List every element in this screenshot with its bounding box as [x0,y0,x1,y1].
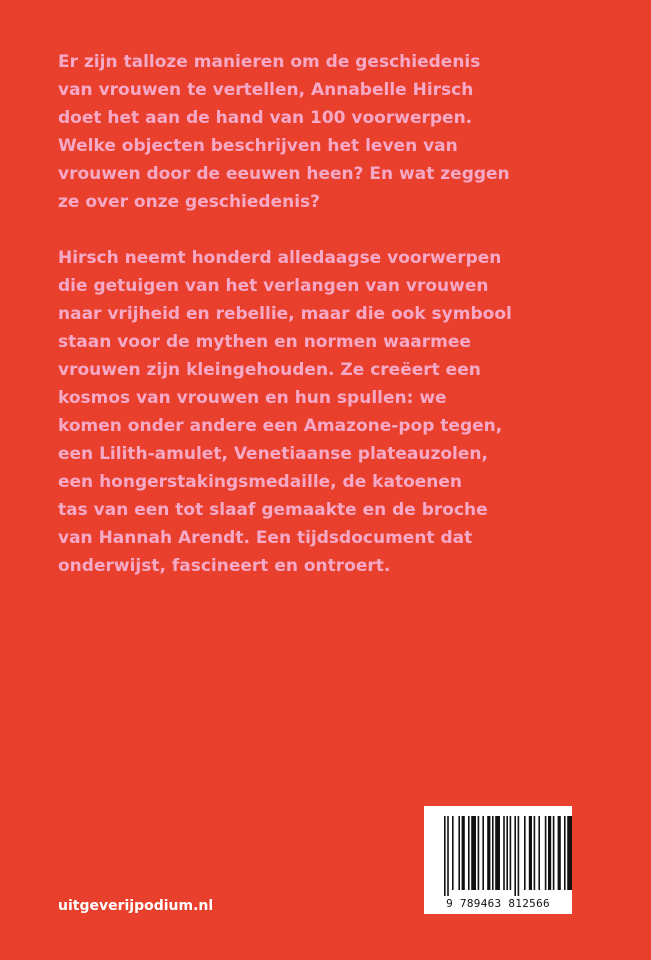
blurb-line: staan voor de mythen en normen waarmee [58,332,471,352]
barcode-bar [444,816,446,896]
blurb-line: komen onder andere een Amazone-pop tegen, [58,416,503,436]
blurb-line: Welke objecten beschrijven het leven van [58,136,458,156]
barcode-bar [452,816,454,890]
barcode-bars [424,806,572,896]
barcode-bar [529,816,532,890]
blurb-line: onderwijst, fascineert en ontroert. [58,556,391,576]
barcode-bar [487,816,490,890]
blurb-text [58,48,618,608]
barcode-bar [524,816,526,890]
blurb-line: vrouwen zijn kleingehouden. Ze creëert een [58,360,481,380]
barcode-bar [492,816,494,890]
blurb-line: kosmos van vrouwen en hun spullen: we [58,388,447,408]
barcode-bar [564,816,566,890]
barcode-bar [503,816,505,890]
barcode-bar [458,816,460,890]
blurb-paragraph-2 [58,244,618,580]
blurb-line: Er zijn talloze manieren om de geschiedenis [58,52,481,72]
barcode-bar [447,816,449,896]
isbn-number: 9 789463 812566 [446,897,550,910]
barcode-bar [534,816,536,890]
blurb-line: naar vrijheid en rebellie, maar die ook symbool [58,304,512,324]
barcode-bar [471,816,476,890]
blurb-line: van Hannah Arendt. Een tijdsdocument dat [58,528,473,548]
barcode-bar [538,816,540,890]
publisher-url[interactable]: uitgeverijpodium.nl [58,898,214,914]
barcode-bar [482,816,484,890]
barcode-bar [567,816,572,890]
isbn-barcode [424,806,572,914]
barcode-bar [510,816,512,890]
barcode-bar [495,816,500,890]
blurb-line: ze over onze geschiedenis? [58,192,321,212]
blurb-line: een Lilith-amulet, Venetiaanse plateauzolen, [58,444,488,464]
blurb-line: een hongerstakingsmedaille, de katoenen [58,472,463,492]
blurb-paragraph-1 [58,48,618,216]
barcode-bar [548,816,551,890]
blurb-line: doet het aan de hand van 100 voorwerpen. [58,108,473,128]
barcode-bar [553,816,555,890]
blurb-line: Hirsch neemt honderd alledaagse voorwerpen [58,248,502,268]
barcode-bar [478,816,480,890]
barcode-bar [462,816,465,890]
blurb-line: van vrouwen te vertellen, Annabelle Hirsch [58,80,474,100]
barcode-bar [506,816,508,890]
blurb-line: die getuigen van het verlangen van vrouwen [58,276,489,296]
blurb-line: vrouwen door de eeuwen heen? En wat zeggen [58,164,510,184]
barcode-bar [558,816,561,890]
barcode-bar [545,816,547,890]
barcode-bar [468,816,470,890]
blurb-line: tas van een tot slaaf gemaakte en de broche [58,500,488,520]
barcode-bar [518,816,520,896]
barcode-bar [514,816,516,896]
